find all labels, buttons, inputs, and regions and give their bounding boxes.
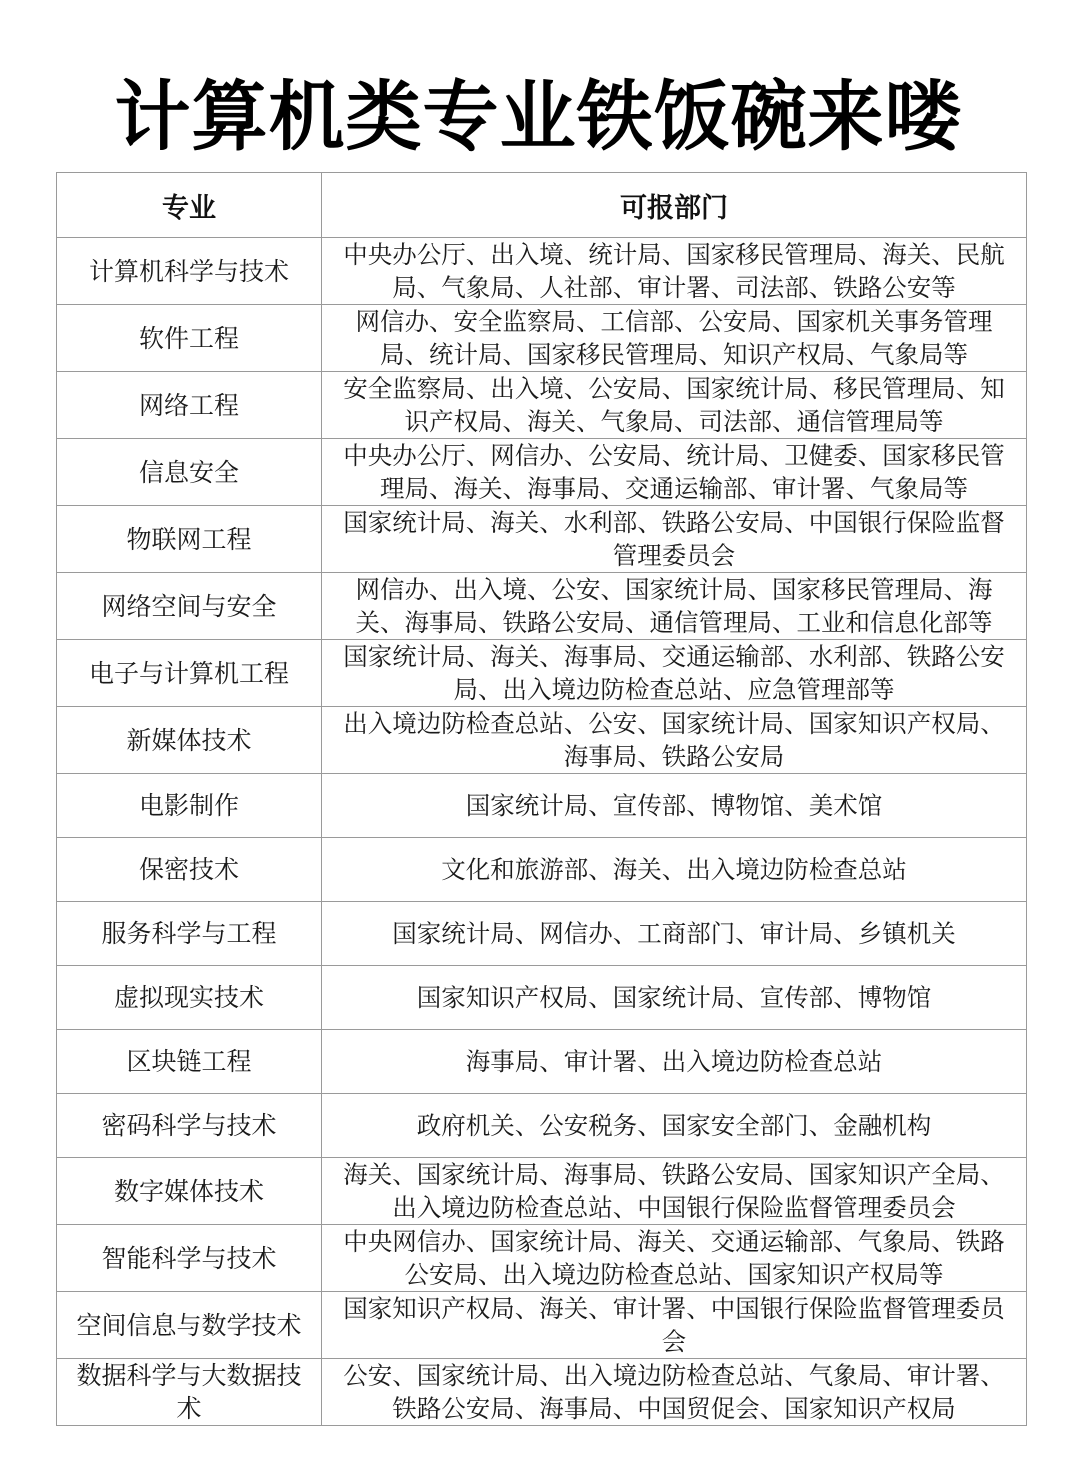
table-row	[57, 1359, 1027, 1426]
major-cell: 空间信息与数学技术	[57, 1292, 322, 1359]
table-row	[57, 774, 1027, 838]
major-cell: 密码科学与技术	[57, 1094, 322, 1158]
major-cell: 虚拟现实技术	[57, 966, 322, 1030]
table-row	[57, 372, 1027, 439]
major-cell: 网络工程	[57, 372, 322, 439]
departments-cell: 安全监察局、出入境、公安局、国家统计局、移民管理局、知识产权局、海关、气象局、司法部、通信管理局等	[322, 372, 1027, 439]
departments-cell: 国家统计局、网信办、工商部门、审计局、乡镇机关	[322, 902, 1027, 966]
major-cell: 网络空间与安全	[57, 573, 322, 640]
major-cell: 软件工程	[57, 305, 322, 372]
majors-table	[56, 172, 1027, 1426]
table-row	[57, 707, 1027, 774]
table-header-row	[57, 173, 1027, 238]
table-row	[57, 1158, 1027, 1225]
major-cell: 数据科学与大数据技术	[57, 1359, 322, 1426]
departments-cell: 公安、国家统计局、出入境边防检查总站、气象局、审计署、铁路公安局、海事局、中国贸促会、国家知识产权局	[322, 1359, 1027, 1426]
table-body	[57, 238, 1027, 1426]
departments-cell: 国家知识产权局、国家统计局、宣传部、博物馆	[322, 966, 1027, 1030]
major-cell: 电子与计算机工程	[57, 640, 322, 707]
table-row	[57, 573, 1027, 640]
departments-cell: 中央网信办、国家统计局、海关、交通运输部、气象局、铁路公安局、出入境边防检查总站、国家知识产权局等	[322, 1225, 1027, 1292]
departments-cell: 海事局、审计署、出入境边防检查总站	[322, 1030, 1027, 1094]
departments-cell: 网信办、出入境、公安、国家统计局、国家移民管理局、海关、海事局、铁路公安局、通信管理局、工业和信息化部等	[322, 573, 1027, 640]
departments-cell: 国家统计局、海关、水利部、铁路公安局、中国银行保险监督管理委员会	[322, 506, 1027, 573]
major-cell: 数字媒体技术	[57, 1158, 322, 1225]
major-cell: 计算机科学与技术	[57, 238, 322, 305]
departments-cell: 出入境边防检查总站、公安、国家统计局、国家知识产权局、海事局、铁路公安局	[322, 707, 1027, 774]
departments-cell: 中央办公厅、网信办、公安局、统计局、卫健委、国家移民管理局、海关、海事局、交通运输部、审计署、气象局等	[322, 439, 1027, 506]
table-row	[57, 1030, 1027, 1094]
departments-cell: 网信办、安全监察局、工信部、公安局、国家机关事务管理局、统计局、国家移民管理局、知识产权局、气象局等	[322, 305, 1027, 372]
departments-cell: 中央办公厅、出入境、统计局、国家移民管理局、海关、民航局、气象局、人社部、审计署、司法部、铁路公安等	[322, 238, 1027, 305]
major-cell: 物联网工程	[57, 506, 322, 573]
departments-cell: 国家统计局、宣传部、博物馆、美术馆	[322, 774, 1027, 838]
header-departments: 可报部门	[322, 173, 1027, 238]
table-row	[57, 238, 1027, 305]
departments-cell: 文化和旅游部、海关、出入境边防检查总站	[322, 838, 1027, 902]
departments-cell: 海关、国家统计局、海事局、铁路公安局、国家知识产全局、出入境边防检查总站、中国银行保险监督管理委员会	[322, 1158, 1027, 1225]
major-cell: 信息安全	[57, 439, 322, 506]
departments-cell: 国家知识产权局、海关、审计署、中国银行保险监督管理委员会	[322, 1292, 1027, 1359]
table-row	[57, 838, 1027, 902]
table-row	[57, 305, 1027, 372]
header-major: 专业	[57, 173, 322, 238]
major-cell: 电影制作	[57, 774, 322, 838]
major-cell: 智能科学与技术	[57, 1225, 322, 1292]
table-row	[57, 1225, 1027, 1292]
table-row	[57, 439, 1027, 506]
table-row	[57, 966, 1027, 1030]
major-cell: 区块链工程	[57, 1030, 322, 1094]
major-cell: 保密技术	[57, 838, 322, 902]
table-row	[57, 640, 1027, 707]
table-row	[57, 902, 1027, 966]
page-title: 计算机类专业铁饭碗来喽	[114, 72, 962, 161]
major-cell: 服务科学与工程	[57, 902, 322, 966]
table-row	[57, 506, 1027, 573]
table-row	[57, 1094, 1027, 1158]
table-row	[57, 1292, 1027, 1359]
major-cell: 新媒体技术	[57, 707, 322, 774]
departments-cell: 国家统计局、海关、海事局、交通运输部、水利部、铁路公安局、出入境边防检查总站、应急管理部等	[322, 640, 1027, 707]
departments-cell: 政府机关、公安税务、国家安全部门、金融机构	[322, 1094, 1027, 1158]
